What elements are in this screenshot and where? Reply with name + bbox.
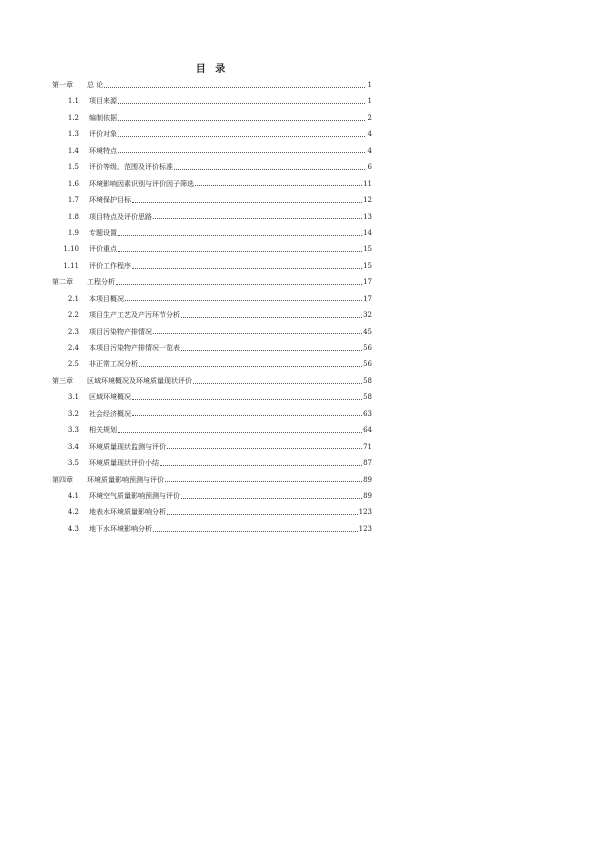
dot-leader [165,481,362,482]
section-number: 4.1 [67,491,79,500]
page-number: 14 [363,228,372,237]
page-number: 6 [367,163,372,172]
section-title: 相关规划 [89,426,117,435]
section-number: 1.10 [63,245,79,254]
page-number: 17 [363,278,372,287]
section-title: 环境特点 [89,146,117,155]
dot-leader [181,317,362,318]
section-title: 本项目概况 [89,294,124,303]
section-number: 1.9 [67,228,79,237]
page-number: 89 [363,475,372,484]
section-title: 环境质量现状评价小结 [89,459,159,468]
section-title: 社会经济概况 [89,409,131,418]
dot-leader [132,399,362,400]
section-number: 4.2 [67,508,79,517]
toc-section-row [52,389,372,405]
toc-section-row [52,406,372,422]
page-number: 64 [363,426,372,435]
toc-section-row [52,258,372,274]
section-title: 评价对象 [89,130,117,139]
page-number: 58 [363,393,372,402]
page-number: 13 [363,212,372,221]
toc-chapter-row [52,472,372,488]
section-title: 编制依据 [89,113,117,122]
toc-section-row [52,340,372,356]
page-number: 87 [363,459,372,468]
section-title: 专题设置 [89,228,117,237]
section-number: 1.2 [67,113,79,122]
toc-chapter-row [52,77,372,93]
section-title: 地表水环境质量影响分析 [89,508,166,517]
section-number: 1.7 [67,196,79,205]
toc-section-row [52,488,372,504]
section-number: 1.1 [67,97,79,106]
section-number: 3.3 [67,426,79,435]
toc-section-row [52,241,372,257]
chapter-number: 第一章 [52,81,73,89]
page-number: 56 [363,360,372,369]
toc-chapter-row [52,373,372,389]
page-number: 58 [363,376,372,385]
dot-leader [153,531,358,532]
section-number: 1.5 [67,163,79,172]
dot-leader [167,448,362,449]
dot-leader [132,415,362,416]
page-number: 15 [363,245,372,254]
dot-leader [125,300,362,301]
dot-leader [160,465,362,466]
dot-leader [181,350,362,351]
dot-leader [153,333,362,334]
chapter-title: 环境质量影响预测与评价 [87,475,164,484]
page-number: 123 [358,508,372,517]
toc-heading: 目 录 [195,64,229,75]
section-title: 项目特点及评价思路 [89,212,152,221]
section-number: 1.8 [67,212,79,221]
section-title: 评价工作程序 [89,261,131,270]
page-number: 1 [367,97,372,106]
dot-leader [174,169,365,170]
toc-section-row [52,93,372,109]
section-title: 本项目污染物产排情况一览表 [89,344,180,352]
page-number: 56 [363,344,372,352]
dot-leader [118,136,365,137]
section-number: 2.1 [67,294,79,303]
toc-section-row [52,324,372,340]
toc-section-row [52,439,372,455]
toc-section-row [52,307,372,323]
page-number: 17 [363,294,372,303]
chapter-number: 第四章 [52,475,73,484]
dot-leader [118,432,362,433]
page-number: 1 [367,81,372,89]
toc-section-row [52,126,372,142]
section-number: 3.4 [67,442,79,451]
toc-section-row [52,110,372,126]
dot-leader [132,268,362,269]
page-number: 4 [367,146,372,155]
toc-section-row [52,291,372,307]
chapter-number: 第二章 [52,278,73,287]
dot-leader [193,383,362,384]
section-number: 2.3 [67,327,79,336]
dot-leader [118,103,365,104]
page-number: 63 [363,409,372,418]
section-number: 1.3 [67,130,79,139]
dot-leader [118,152,365,153]
page-number: 71 [363,442,372,451]
section-title: 地下水环境影响分析 [89,524,152,533]
section-number: 3.2 [67,409,79,418]
section-title: 环境质量现状监测与评价 [89,442,166,451]
dot-leader [153,218,362,219]
page-number: 32 [363,311,372,320]
toc-section-row [52,192,372,208]
page-number: 123 [358,524,372,533]
section-number: 1.6 [67,179,79,188]
section-number: 3.5 [67,459,79,468]
toc-section-row [52,422,372,438]
toc-section-row [52,356,372,372]
dot-leader [116,284,362,285]
section-number: 2.4 [67,344,79,352]
section-number: 4.3 [67,524,79,533]
section-title: 项目来源 [89,97,117,106]
dot-leader [139,366,362,367]
dot-leader [132,202,362,203]
dot-leader [195,185,362,186]
section-number: 1.11 [63,261,79,270]
dot-leader [118,120,365,121]
chapter-title: 总 论 [87,81,104,89]
dot-leader [181,498,362,499]
page-number: 15 [363,261,372,270]
section-number: 2.5 [67,360,79,369]
table-of-contents [52,77,372,537]
section-title: 环境影响因素识别与评价因子筛选 [89,179,194,188]
page-number: 12 [363,196,372,205]
chapter-number: 第三章 [52,376,73,385]
section-title: 环境空气质量影响预测与评价 [89,491,180,500]
toc-section-row [52,159,372,175]
toc-section-row [52,176,372,192]
section-title: 项目污染物产排情况 [89,327,152,336]
page-number: 89 [363,491,372,500]
page-number: 2 [367,113,372,122]
toc-section-row [52,521,372,537]
section-title: 非正常工况分析 [89,360,138,369]
section-number: 3.1 [67,393,79,402]
toc-section-row [52,504,372,520]
toc-section-row [52,225,372,241]
section-title: 区域环境概况 [89,393,131,402]
section-title: 评价等级、范围及评价标准 [89,163,173,172]
dot-leader [167,514,358,515]
dot-leader [118,251,362,252]
section-title: 评价重点 [89,245,117,254]
dot-leader [104,87,365,88]
toc-section-row [52,143,372,159]
page-number: 45 [363,327,372,336]
toc-chapter-row [52,274,372,290]
chapter-title: 工程分析 [87,278,115,287]
dot-leader [118,235,362,236]
section-title: 环境保护目标 [89,196,131,205]
page-number: 11 [363,179,372,188]
section-title: 项目生产工艺及产污环节分析 [89,311,180,320]
section-number: 2.2 [67,311,79,320]
toc-section-row [52,455,372,471]
section-number: 1.4 [67,146,79,155]
toc-section-row [52,209,372,225]
chapter-title: 区域环境概况及环境质量现状评价 [87,376,192,385]
page-number: 4 [367,130,372,139]
